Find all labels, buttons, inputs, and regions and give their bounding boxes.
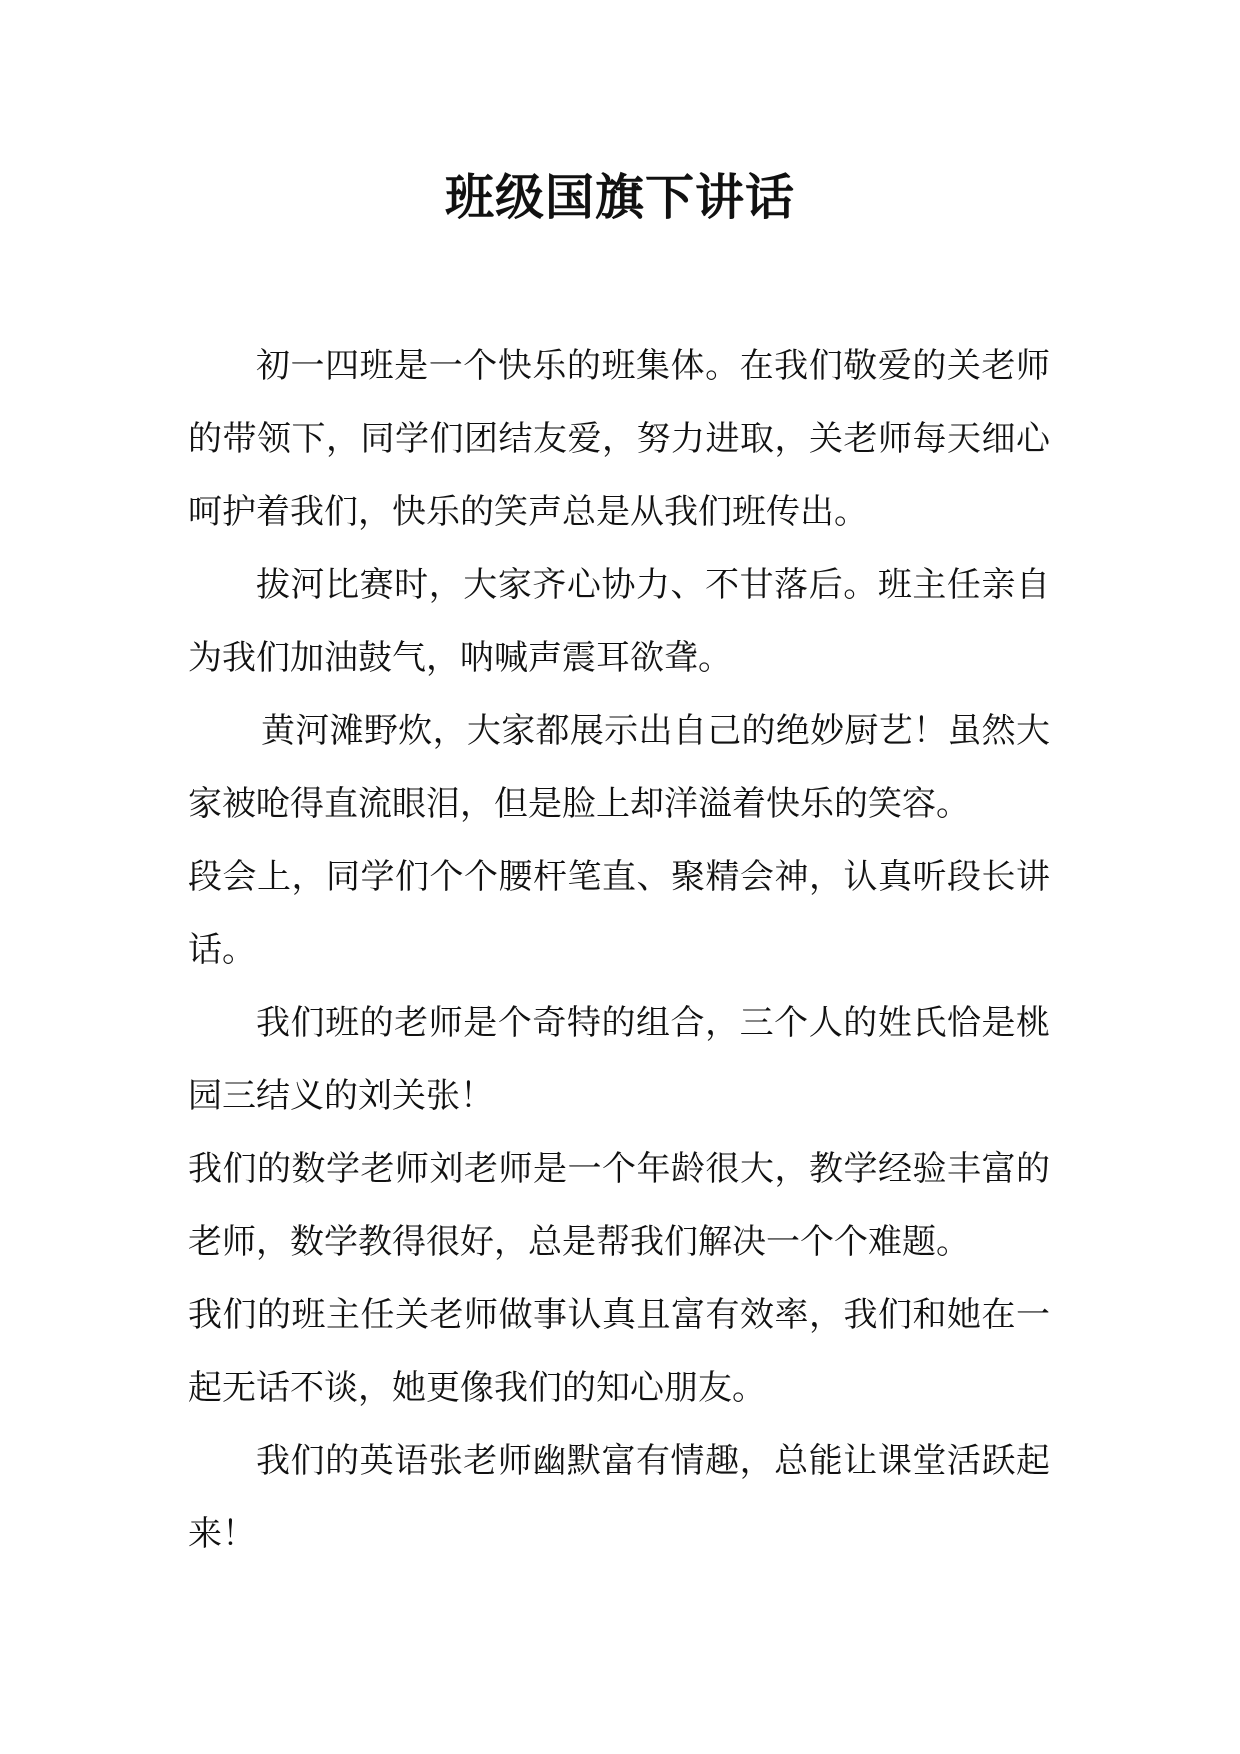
paragraph-picnic: 黄河滩野炊，大家都展示出自己的绝妙厨艺！虽然大家被呛得直流眼泪，但是脸上却洋溢着快乐的笑容。 bbox=[188, 711, 1050, 824]
paragraph-class-intro: 初一四班是一个快乐的班集体。在我们敬爱的关老师的带领下，同学们团结友爱，努力进取，关老师每天细心呵护着我们，快乐的笑声总是从我们班传出。 bbox=[188, 346, 1050, 532]
paragraph-english-teacher: 我们的英语张老师幽默富有情趣，总能让课堂活跃起来！ bbox=[188, 1441, 1050, 1554]
paragraph-tug-of-war: 拔河比赛时，大家齐心协力、不甘落后。班主任亲自为我们加油鼓气，呐喊声震耳欲聋。 bbox=[188, 565, 1050, 678]
paragraph-teachers-intro: 我们班的老师是个奇特的组合，三个人的姓氏恰是桃园三结义的刘关张！ bbox=[188, 1003, 1050, 1116]
paragraph-grade-meeting: 段会上，同学们个个腰杆笔直、聚精会神，认真听段长讲话。 bbox=[188, 857, 1050, 970]
document-body bbox=[188, 330, 1050, 1571]
paragraph-math-teacher: 我们的数学老师刘老师是一个年龄很大，教学经验丰富的老师，数学教得很好，总是帮我们解决一个个难题。 bbox=[188, 1149, 1050, 1262]
document-title: 班级国旗下讲话 bbox=[444, 169, 795, 226]
paragraph-head-teacher: 我们的班主任关老师做事认真且富有效率，我们和她在一起无话不谈，她更像我们的知心朋友。 bbox=[188, 1295, 1050, 1408]
